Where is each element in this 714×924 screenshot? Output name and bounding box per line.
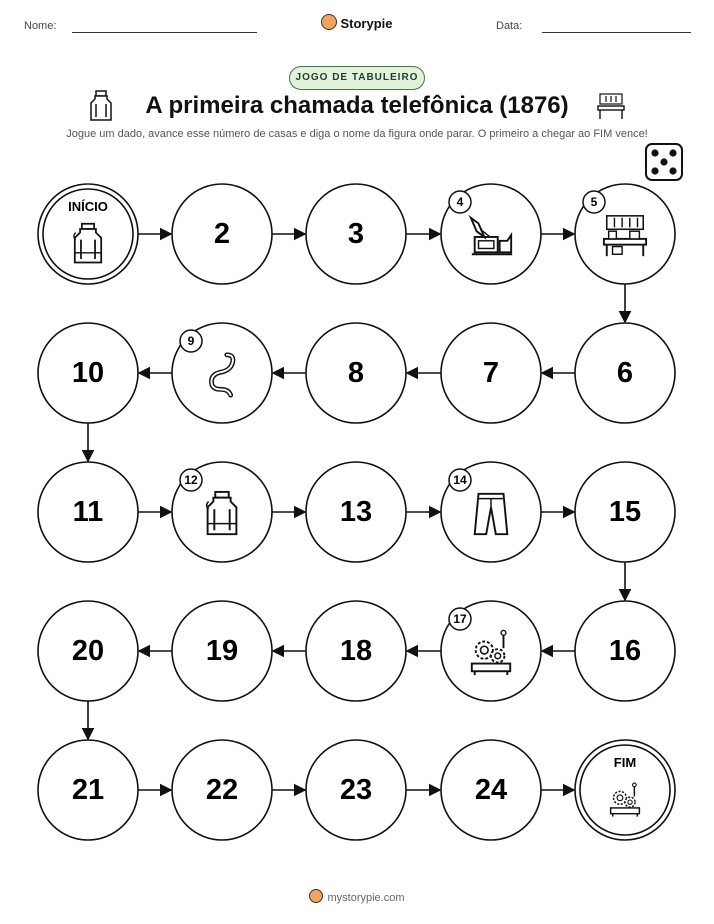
cell-number: 7 [482,357,500,389]
cell-number: 18 [339,635,373,667]
board-cell-18 [306,601,406,701]
cell-number: 24 [474,774,508,806]
cell-number: 3 [347,218,365,250]
cell-number: 23 [339,774,373,806]
cell-number: 9 [187,334,195,348]
cell-number: 19 [205,635,239,667]
board-cell-21 [38,740,138,840]
page-title: A primeira chamada telefônica (1876) [145,92,569,119]
cell-number: 6 [616,357,634,389]
storypie-footer-logo-icon [309,889,323,903]
board-cell-7 [441,323,541,423]
end-label: FIM [613,755,637,770]
brand-name: Storypie [340,16,393,31]
date-label: Data: [496,20,523,32]
cell-number: 15 [608,496,642,528]
board-cell-8 [306,323,406,423]
cell-number: 17 [453,612,467,626]
cell-number: 4 [456,195,464,209]
board-cell-20 [38,601,138,701]
board-cell-15 [575,462,675,562]
cell-number: 14 [453,473,467,487]
board-cell-23 [306,740,406,840]
instructions: Jogue um dado, avance esse número de casas e diga o nome da figura onde parar. O primeiro a chegar ao FIM vence! [66,128,648,140]
board-cell-16 [575,601,675,701]
cell-number: 2 [213,218,231,250]
board-cell-14 [441,462,541,562]
cell-number: 22 [205,774,239,806]
board-cell-22 [172,740,272,840]
board-cell-11 [38,462,138,562]
board-cell-25 [575,740,675,840]
cell-number: 16 [608,635,642,667]
cell-number: 10 [71,357,105,389]
name-label: Nome: [24,20,57,32]
board-cell-10 [38,323,138,423]
board-cell-17 [441,601,541,701]
board-cell-3 [306,184,406,284]
cell-number: 21 [71,774,105,806]
board-cell-2 [172,184,272,284]
board-cell-19 [172,601,272,701]
board-cell-9 [172,323,272,423]
board-cell-6 [575,323,675,423]
cell-number: 12 [184,473,198,487]
cell-number: 20 [71,635,105,667]
board-cell-12 [172,462,272,562]
cell-number: 5 [590,195,598,209]
board-cell-5 [575,184,675,284]
game-type-badge: JOGO DE TABULEIRO [289,66,425,90]
board-cell-13 [306,462,406,562]
cell-number: 11 [72,496,104,528]
board-cell-4 [441,184,541,284]
start-label: INÍCIO [68,199,108,214]
board-cell-1 [38,184,138,284]
footer [0,889,714,904]
board-cells [38,184,675,840]
board-cell-24 [441,740,541,840]
cell-number: 13 [339,496,373,528]
cell-number: 8 [347,357,365,389]
footer-url[interactable]: mystorypie.com [327,892,405,904]
